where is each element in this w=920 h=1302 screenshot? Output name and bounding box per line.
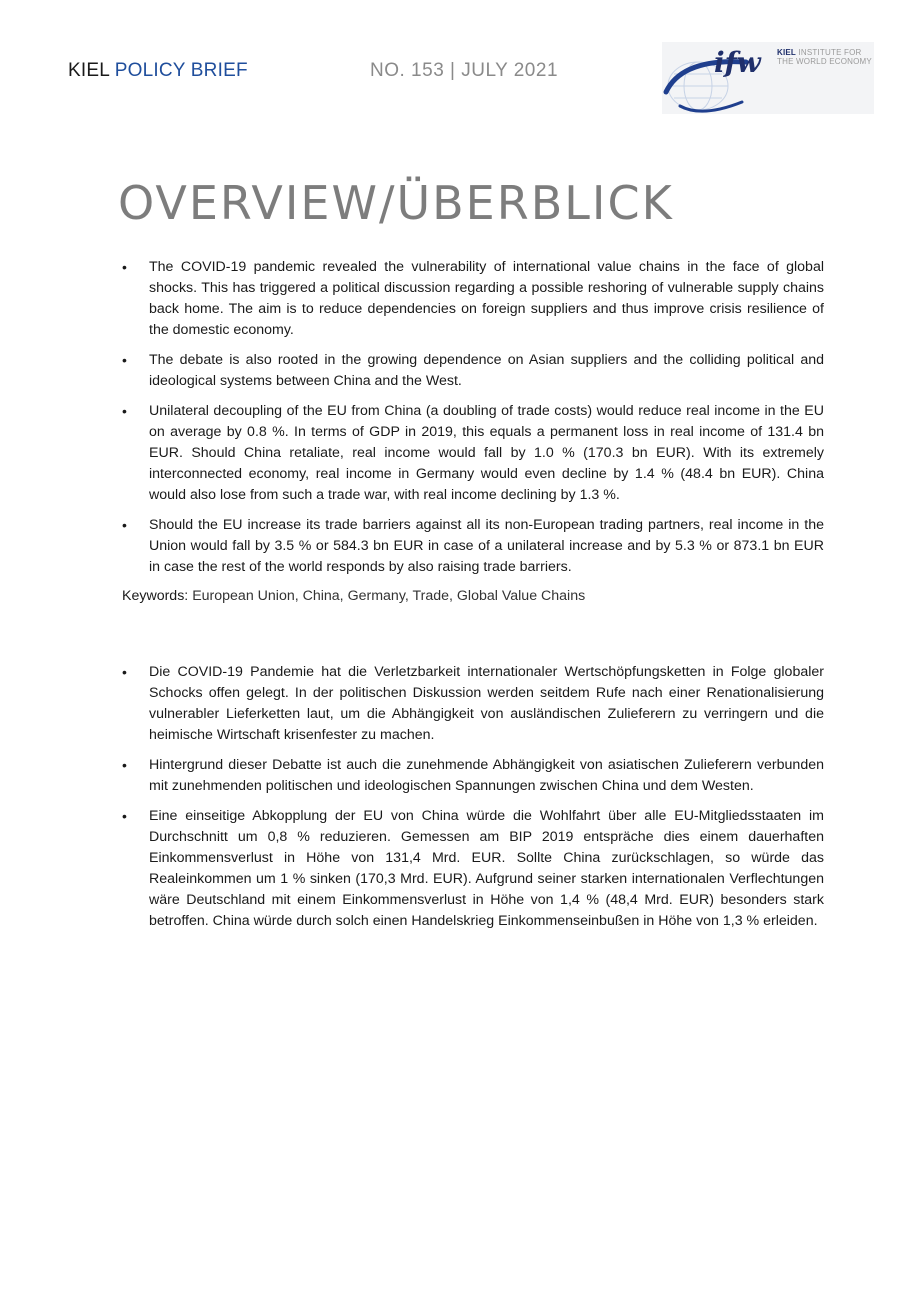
bullet-icon: •	[122, 664, 127, 680]
bullet-icon: •	[122, 808, 127, 824]
logo-kiel: KIEL	[777, 48, 797, 57]
bullet-icon: •	[122, 517, 127, 533]
keywords-line	[122, 586, 585, 607]
summary-point	[122, 350, 824, 392]
summary-point	[122, 401, 824, 506]
bullet-icon: •	[122, 757, 127, 773]
summary-point	[122, 257, 824, 341]
bullet-icon: •	[122, 259, 127, 275]
summary-point-de	[122, 806, 824, 932]
logo-world-economy: THE WORLD ECONOMY	[777, 57, 872, 66]
summary-point-text: Should the EU increase its trade barriers against all its non-European trading partners, real income in the Union would fall by 3.5 % or 584.3 bn EUR in case of a unilateral increase and by 5.3 % or 873.1 bn EUR in case the rest of the world responds by also raising trade barriers.	[149, 517, 824, 575]
bullet-icon: •	[122, 403, 127, 419]
logo-institute: INSTITUTE FOR	[798, 48, 862, 57]
german-summary-list	[122, 662, 824, 941]
english-summary-list	[122, 257, 824, 587]
summary-point-text: Unilateral decoupling of the EU from China (a doubling of trade costs) would reduce real income in the EU on average by 0.8 %. In terms of GDP in 2019, this equals a permanent loss in real income of 131.4 bn EUR. Should China retaliate, real income would fall by 1.0 % (170.3 bn EUR). With its extremely interconnected economy, real income in Germany would even decline by 1.4 % (48.4 bn EUR). China would also lose from such a trade war, with real income declining by 1.3 %.	[149, 403, 824, 503]
issue-number-date: NO. 153 | JULY 2021	[370, 60, 559, 81]
summary-point-text-de: Die COVID-19 Pandemie hat die Verletzbarkeit internationaler Wertschöpfungsketten in Folge globaler Schocks offen gelegt. In der politischen Diskussion werden seitdem Rufe nach einer Renationalisierung vulnerabler Lieferketten laut, um die Abhängigkeit von ausländischen Zulieferern zu verringern und die heimische Wirtschaft krisenfester zu machen.	[149, 664, 824, 743]
summary-point-text: The debate is also rooted in the growing dependence on Asian suppliers and the colliding political and ideological systems between China and the West.	[149, 352, 824, 389]
summary-point-text: The COVID-19 pandemic revealed the vulnerability of international value chains in the face of global shocks. This has triggered a political discussion regarding a possible reshoring of vulnerable supply chains back home. The aim is to reduce dependencies on foreign suppliers and thus improve crisis resilience of the domestic economy.	[149, 259, 824, 338]
ifw-logo-wordmark	[777, 48, 872, 66]
series-policy-brief: POLICY BRIEF	[114, 60, 248, 81]
series-kiel: KIEL	[68, 60, 110, 81]
summary-point	[122, 515, 824, 578]
summary-point-text-de: Eine einseitige Abkopplung der EU von China würde die Wohlfahrt über alle EU-Mitgliedsstaaten im Durchschnitt um 0,8 % reduzieren. Gemessen am BIP 2019 entspräche dies einem dauerhaften Einkommensverlust in Höhe von 131,4 Mrd. EUR. Sollte China zurückschlagen, so würde das Realeinkommen um 1 % sinken (170,3 Mrd. EUR). Aufgrund seiner starken internationalen Verflechtungen wäre Deutschland mit einem Einkommensverlust in Höhe von 1,4 % (48,4 Mrd. EUR) besonders stark betroffen. China würde durch solch einen Handelskrieg Einkommenseinbußen in Höhe von 1,3 % erleiden.	[149, 808, 824, 929]
page-title: OVERVIEW/ÜBERBLICK	[118, 176, 674, 230]
summary-point-de	[122, 755, 824, 797]
bullet-icon: •	[122, 352, 127, 368]
keywords-values: European Union, China, Germany, Trade, Global Value Chains	[192, 588, 586, 604]
ifw-logo-mark: ifw	[714, 46, 761, 79]
summary-point-text-de: Hintergrund dieser Debatte ist auch die zunehmende Abhängigkeit von asiatischen Zulieferern verbunden mit zunehmenden politischen und ideologischen Spannungen zwischen China und dem Westen.	[149, 757, 824, 794]
series-name	[68, 60, 248, 82]
summary-point-de	[122, 662, 824, 746]
keywords-label: Keywords:	[122, 588, 189, 604]
